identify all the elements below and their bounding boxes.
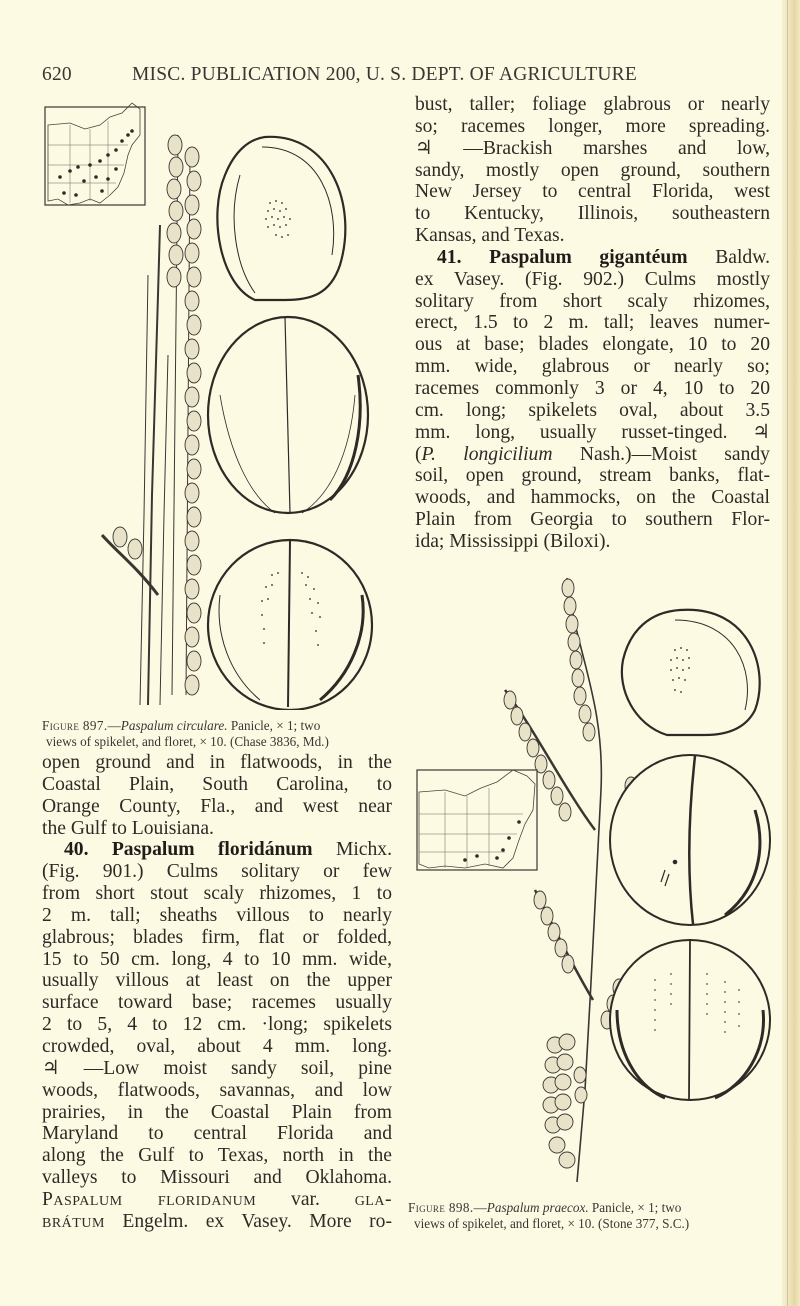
text-line: mm. wide, glabrous or nearly so; bbox=[415, 356, 770, 378]
page-number: 620 bbox=[42, 64, 72, 85]
figure-species: Paspalum circulare. bbox=[120, 718, 228, 733]
running-head-title: MISC. PUBLICATION 200, U. S. DEPT. OF AGRICULTURE bbox=[132, 64, 637, 85]
synonym-line: (P. longicilium Nash.)—Moist sandy bbox=[415, 443, 770, 465]
text-line: woods, and hammocks, on the Coastal bbox=[415, 487, 770, 509]
species-name: Paspalum floridánum bbox=[111, 839, 313, 861]
text-line: valleys to Missouri and Oklahoma. bbox=[42, 1167, 392, 1189]
spikelet-ventral-view-icon bbox=[610, 940, 770, 1100]
figure-species: Paspalum praecox. bbox=[486, 1200, 589, 1215]
figure-898-drawing bbox=[405, 570, 790, 1185]
variety-epithet-part: brátum bbox=[42, 1210, 105, 1232]
text-line: Plain from Georgia to southern Flor- bbox=[415, 509, 770, 531]
spikelet-ventral-view-icon bbox=[208, 317, 368, 513]
entry-number: 40. bbox=[64, 839, 89, 861]
text-line: along the Gulf to Texas, north in the bbox=[42, 1145, 392, 1167]
text-line: New Jersey to central Florida, west bbox=[415, 181, 770, 203]
text-line: Coastal Plain, South Carolina, to bbox=[42, 773, 392, 795]
caption-text: Panicle, × 1; two bbox=[591, 1200, 682, 1215]
running-head bbox=[42, 64, 762, 94]
figure-897-illustration bbox=[40, 95, 395, 710]
text-line: cm. long; spikelets oval, about 3.5 bbox=[415, 399, 770, 421]
caption-text: Panicle, × 1; two bbox=[230, 718, 321, 733]
text-line: prairies, in the Coastal Plain from bbox=[42, 1101, 392, 1123]
text-column-left bbox=[42, 752, 392, 1233]
variety-line-2 bbox=[42, 1211, 392, 1233]
text-line: 15 to 50 cm. long, 4 to 10 mm. wide, bbox=[42, 948, 392, 970]
figure-898-caption: Figure 898.—Paspalum praecox. Panicle, × 1; two views of spikelet, and floret, × 10. (Stone 377, S.C.) bbox=[408, 1200, 690, 1231]
text-line: racemes commonly 3 or 4, 10 to 20 bbox=[415, 377, 770, 399]
entry-number: 41. bbox=[437, 246, 462, 268]
text-line: surface toward base; racemes usually bbox=[42, 992, 392, 1014]
text-line: 2 m. tall; sheaths villous to nearly bbox=[42, 904, 392, 926]
variety-var: var. bbox=[291, 1188, 320, 1210]
text-line: ♃ —Brackish marshes and low, bbox=[415, 137, 770, 159]
text-line: solitary from short scaly rhizomes, bbox=[415, 290, 770, 312]
caption-line-2: views of spikelet, and floret, × 10. (Stone 377, S.C.) bbox=[414, 1216, 690, 1231]
floret-icon bbox=[208, 540, 372, 710]
variety-rest: Engelm. ex Vasey. More ro- bbox=[122, 1210, 392, 1232]
species-entry-41-heading bbox=[415, 247, 770, 269]
figure-897-caption: Figure 897.—Paspalum circulare. Panicle, × 1; two views of spikelet, and floret, × 10. (Chase 3836, Md.) bbox=[42, 718, 329, 749]
panicle-icon bbox=[504, 578, 637, 1182]
text-line: ida; Mississippi (Biloxi). bbox=[415, 530, 611, 552]
figure-label: Figure 898. bbox=[408, 1200, 474, 1215]
caption-line-2: views of spikelet, and floret, × 10. (Chase 3836, Md.) bbox=[46, 734, 329, 749]
text-line: Kansas, and Texas. bbox=[415, 225, 565, 247]
figure-897-drawing bbox=[40, 95, 395, 710]
figure-label: Figure 897. bbox=[42, 718, 108, 733]
text-line: woods, flatwoods, savannas, and low bbox=[42, 1079, 392, 1101]
floret-icon bbox=[622, 610, 760, 735]
text-line: bust, taller; foliage glabrous or nearly bbox=[415, 94, 770, 115]
text-line: usually villous at least on the upper bbox=[42, 970, 392, 992]
text-line: so; racemes longer, more spreading. bbox=[415, 115, 770, 137]
distribution-map-icon bbox=[45, 103, 145, 205]
species-author: Michx. bbox=[335, 839, 392, 861]
species-author: Baldw. bbox=[715, 246, 770, 268]
text-line: mm. long, usually russet-tinged. ♃ bbox=[415, 421, 770, 443]
text-line: erect, 1.5 to 2 m. tall; leaves numer- bbox=[415, 312, 770, 334]
variety-epithet-part: gla- bbox=[354, 1188, 392, 1210]
text-line: sandy, mostly open ground, southern bbox=[415, 159, 770, 181]
distribution-map-icon bbox=[417, 770, 537, 870]
variety-line-1 bbox=[42, 1189, 392, 1211]
text-line: to Kentucky, Illinois, southeastern bbox=[415, 203, 770, 225]
text-line: from short stout scaly rhizomes, 1 to bbox=[42, 883, 392, 905]
text-column-right bbox=[415, 94, 770, 553]
text-line: ex Vasey. (Fig. 902.) Culms mostly bbox=[415, 268, 770, 290]
spikelet-dorsal-view-icon bbox=[610, 755, 770, 925]
species-name: Paspalum gigantéum bbox=[489, 246, 688, 268]
text-line: soil, open ground, stream banks, flat- bbox=[415, 465, 770, 487]
text-line: glabrous; blades firm, flat or folded, bbox=[42, 926, 392, 948]
synonym-name: P. longicilium bbox=[421, 443, 553, 465]
variety-genus: Paspalum floridanum bbox=[42, 1188, 257, 1210]
panicle-icon bbox=[102, 135, 201, 705]
text-line: ous at base; blades elongate, 10 to 20 bbox=[415, 334, 770, 356]
synonym-text: Nash.)—Moist sandy bbox=[579, 443, 770, 465]
text-line: (Fig. 901.) Culms solitary or few bbox=[42, 861, 392, 883]
text-line: 2 to 5, 4 to 12 cm. ·long; spikelets bbox=[42, 1014, 392, 1036]
spikelet-dorsal-view-icon bbox=[217, 137, 345, 300]
text-line: Orange County, Fla., and west near bbox=[42, 795, 392, 817]
text-line: the Gulf to Louisiana. bbox=[42, 817, 214, 839]
text-line: crowded, oval, about 4 mm. long. bbox=[42, 1035, 392, 1057]
species-entry-40-heading bbox=[42, 839, 392, 861]
text-line: open ground and in flatwoods, in the bbox=[42, 752, 392, 773]
figure-898-illustration bbox=[405, 570, 790, 1185]
text-line: ♃ —Low moist sandy soil, pine bbox=[42, 1057, 392, 1079]
text-line: Maryland to central Florida and bbox=[42, 1123, 392, 1145]
